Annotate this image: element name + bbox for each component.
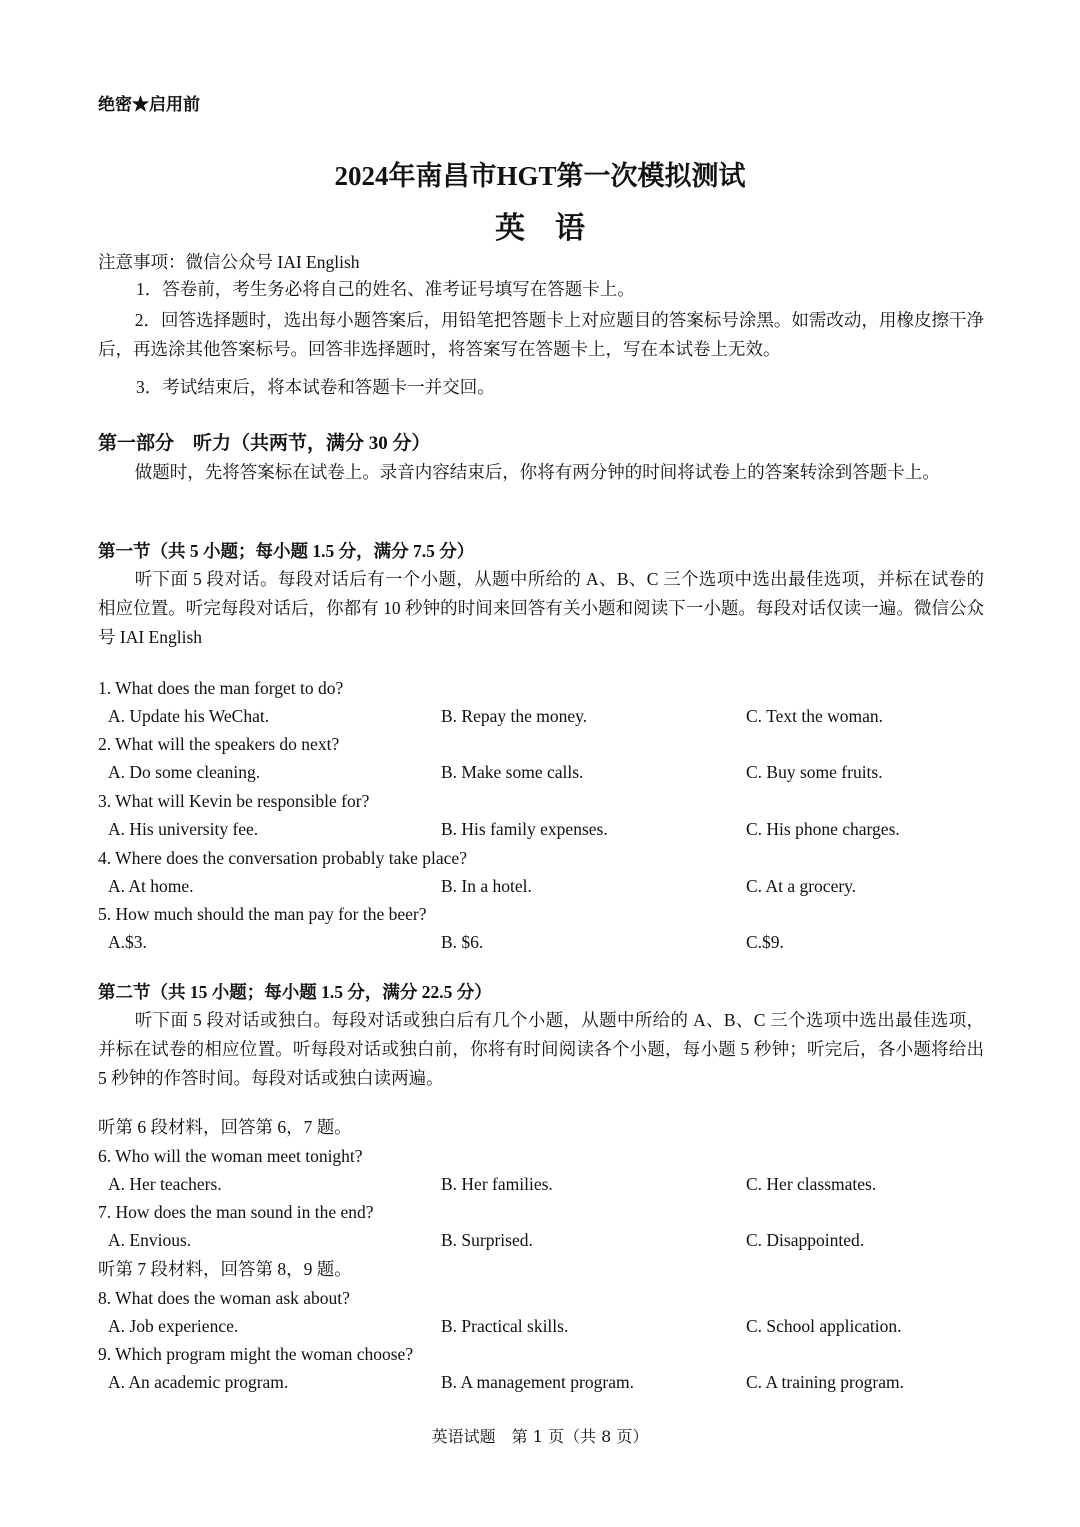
question-text: 4. Where does the conversation probably take place? xyxy=(98,848,467,868)
page-footer: 英语试题 第 1 页（共 8 页） xyxy=(431,1427,649,1446)
question-text: 7. How does the man sound in the end? xyxy=(98,1202,374,1222)
option-b: B. Surprised. xyxy=(441,1230,533,1250)
question-text: 8. What does the woman ask about? xyxy=(98,1288,350,1308)
notice-item: 3．考试结束后，将本试卷和答题卡一并交回。 xyxy=(136,377,495,397)
option-b: B. A management program. xyxy=(441,1372,634,1392)
question-text: 3. What will Kevin be responsible for? xyxy=(98,791,370,811)
option-a: A. An academic program. xyxy=(108,1372,289,1392)
question-text: 1. What does the man forget to do? xyxy=(98,678,344,698)
notice-item: 2．回答选择题时，选出每小题答案后，用铅笔把答题卡上对应题目的答案标号涂黑。如需改动，用橡皮擦干净后，再选涂其他答案标号。回答非选择题时，将答案写在答题卡上，写在本试卷上无效。 xyxy=(98,310,984,359)
option-a: A. At home. xyxy=(108,876,194,896)
part1-heading: 第一部分 听力（共两节，满分 30 分） xyxy=(98,433,431,454)
option-c: C. Her classmates. xyxy=(746,1174,877,1194)
question-text: 5. How much should the man pay for the beer? xyxy=(98,904,427,924)
option-a: A. Do some cleaning. xyxy=(108,762,261,782)
option-c: C. His phone charges. xyxy=(746,819,900,839)
option-b: B. $6. xyxy=(441,932,484,952)
option-c: C. Text the woman. xyxy=(746,706,883,726)
section2-heading: 第二节（共 15 小题；每小题 1.5 分，满分 22.5 分） xyxy=(98,982,492,1002)
question-text: 9. Which program might the woman choose? xyxy=(98,1344,414,1364)
section1-intro: 听下面 5 段对话。每段对话后有一个小题，从题中所给的 A、B、C 三个选项中选出最佳选项，并标在试卷的相应位置。听完每段对话后，你都有 10 秒钟的时间来回答有关小题和阅读下一小题。每段对话仅读一遍。微信公众号 IAI English xyxy=(98,569,984,647)
question-text: 2. What will the speakers do next? xyxy=(98,734,340,754)
section2-intro: 听下面 5 段对话或独白。每段对话或独白后有几个小题，从题中所给的 A、B、C 三个选项中选出最佳选项，并标在试卷的相应位置。听每段对话或独白前，你将有时间阅读各个小题，每小题 5 秒钟；听完后，各小题将给出 5 秒钟的作答时间。每段对话或独白读两遍。 xyxy=(98,1010,984,1088)
option-b: B. Her families. xyxy=(441,1174,553,1194)
option-b: B. Repay the money. xyxy=(441,706,588,726)
notice-item: 1．答卷前，考生务必将自己的姓名、准考证号填写在答题卡上。 xyxy=(136,279,635,299)
option-b: B. Practical skills. xyxy=(441,1316,569,1336)
option-b: B. In a hotel. xyxy=(441,876,532,896)
exam-title: 2024年南昌市HGT第一次模拟测试 xyxy=(334,161,746,191)
confidential-label: 绝密★启用前 xyxy=(98,95,200,114)
option-a: A. Her teachers. xyxy=(108,1174,222,1194)
option-c: C. Disappointed. xyxy=(746,1230,865,1250)
option-c: C. A training program. xyxy=(746,1372,904,1392)
option-a: A. Job experience. xyxy=(108,1316,239,1336)
option-b: B. Make some calls. xyxy=(441,762,584,782)
notice-heading: 注意事项：微信公众号 IAI English xyxy=(98,252,360,272)
option-c: C.$9. xyxy=(746,932,784,952)
material-label: 听第 6 段材料，回答第 6，7 题。 xyxy=(98,1117,352,1137)
subject-title: 英 语 xyxy=(495,212,585,245)
option-a: A. Update his WeChat. xyxy=(108,706,270,726)
option-a: A. Envious. xyxy=(108,1230,192,1250)
part1-intro: 做题时，先将答案标在试卷上。录音内容结束后，你将有两分钟的时间将试卷上的答案转涂到答题卡上。 xyxy=(134,462,940,482)
option-c: C. Buy some fruits. xyxy=(746,762,883,782)
option-a: A.$3. xyxy=(108,932,147,952)
option-c: C. School application. xyxy=(746,1316,902,1336)
material-label: 听第 7 段材料，回答第 8，9 题。 xyxy=(98,1259,352,1279)
option-c: C. At a grocery. xyxy=(746,876,857,896)
option-b: B. His family expenses. xyxy=(441,819,608,839)
option-a: A. His university fee. xyxy=(108,819,259,839)
question-text: 6. Who will the woman meet tonight? xyxy=(98,1146,363,1166)
section1-heading: 第一节（共 5 小题；每小题 1.5 分，满分 7.5 分） xyxy=(98,541,475,561)
